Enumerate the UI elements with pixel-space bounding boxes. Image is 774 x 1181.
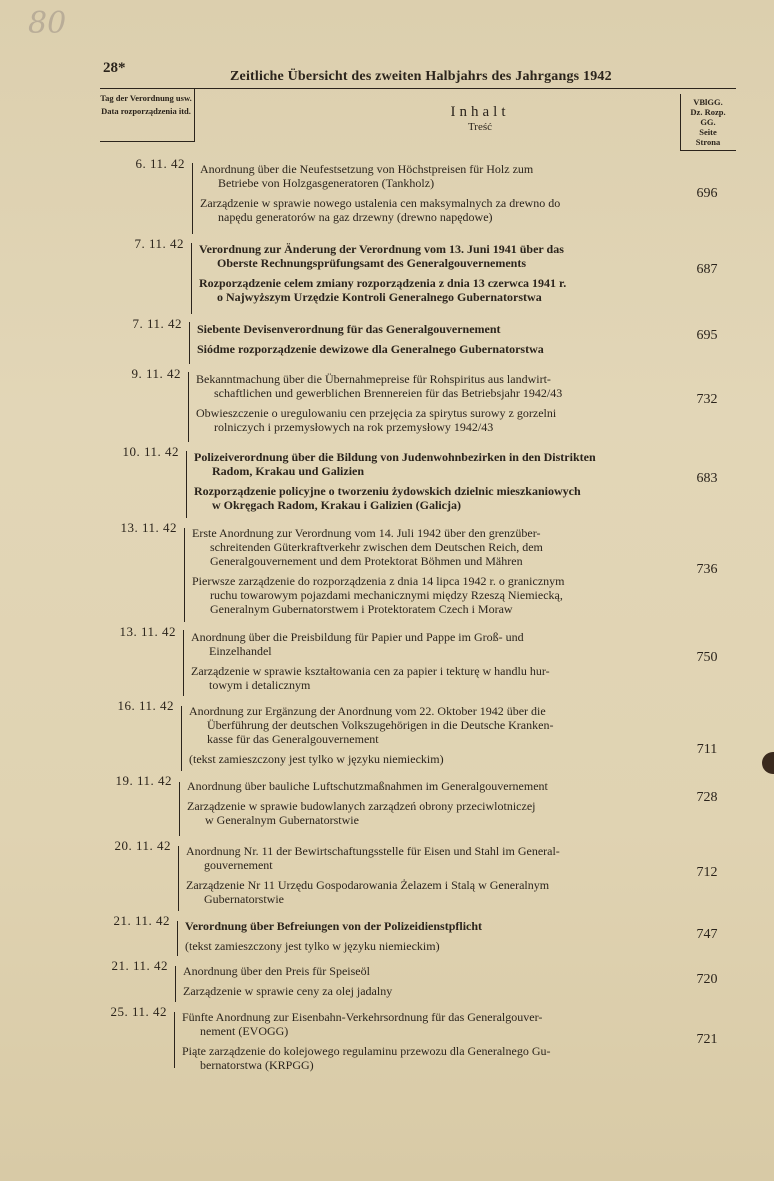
entry-page-number: 750 bbox=[696, 650, 718, 665]
entry-text-de: Radom, Krakau und Galizien bbox=[212, 464, 365, 478]
entry-text-pl: Zarządzenie w sprawie budowlanych zarządzeń obrony przeciwlotniczej bbox=[187, 799, 536, 813]
entry-text-pl: Zarządzenie w sprawie ceny za olej jadalny bbox=[183, 984, 393, 998]
entry-divider bbox=[186, 451, 187, 518]
entry-date: 7. 11. 42 bbox=[134, 236, 184, 251]
header-date-pl: Data rozporządzenia itd. bbox=[101, 106, 191, 116]
entry-divider bbox=[191, 243, 192, 314]
entry-text-de: nement (EVOGG) bbox=[200, 1024, 289, 1038]
entry-text-de: Siebente Devisenverordnung für das Generalgouvernement bbox=[197, 322, 501, 336]
entry-page-number: 747 bbox=[696, 927, 718, 942]
entry-text-pl: Siódme rozporządzenie dewizowe dla Generalnego Gubernatorstwa bbox=[197, 342, 544, 356]
entry-text-pl: Pierwsze zarządzenie do rozporządzenia z dnia 14 lipca 1942 r. o granicznym bbox=[192, 574, 565, 588]
entry-text-pl: rolniczych i przemysłowych na rok przemysłowy 1942/43 bbox=[214, 420, 494, 434]
entry-date: 9. 11. 42 bbox=[131, 366, 181, 381]
entry-date: 7. 11. 42 bbox=[132, 316, 182, 331]
entry-text-pl: Obwieszczenie o uregulowaniu cen przejęcia za spirytus surowy z gorzelni bbox=[196, 406, 557, 420]
entry-date: 21. 11. 42 bbox=[113, 913, 170, 928]
entry-text-de: Anordnung über die Preisbildung für Papier und Pappe im Groß- und bbox=[191, 630, 524, 644]
entry-page-number: 736 bbox=[696, 562, 718, 577]
entry-text-pl: towym i detalicznym bbox=[209, 678, 311, 692]
entry-date: 19. 11. 42 bbox=[115, 773, 172, 788]
entry-divider bbox=[188, 372, 189, 442]
header-page-4: Seite bbox=[699, 127, 717, 137]
header-page-3: GG. bbox=[700, 117, 716, 127]
entry-text-pl: (tekst zamieszczony jest tylko w języku niemieckim) bbox=[189, 752, 444, 766]
entry-page-number: 732 bbox=[696, 392, 718, 407]
header-divider-right bbox=[680, 94, 681, 150]
entry-divider bbox=[181, 706, 182, 771]
entry-page-number: 712 bbox=[696, 865, 718, 880]
entry-divider bbox=[178, 846, 179, 911]
entry-date: 6. 11. 42 bbox=[135, 156, 185, 171]
entry-text-de: schaftlichen und gewerblichen Brennereien für das Betriebsjahr 1942/43 bbox=[214, 386, 563, 400]
header-content-column bbox=[380, 104, 580, 133]
entry-text-de: Verordnung zur Änderung der Verordnung vom 13. Juni 1941 über das bbox=[199, 242, 564, 256]
entry-date: 13. 11. 42 bbox=[119, 624, 176, 639]
entry-date: 20. 11. 42 bbox=[114, 838, 171, 853]
page-edge-stain bbox=[762, 752, 774, 774]
entry-text-de: schreitenden Güterkraftverkehr zwischen dem Deutschen Reich, dem bbox=[210, 540, 543, 554]
entry-text-de: Betriebe von Holzgasgeneratoren (Tankholz) bbox=[218, 176, 435, 190]
entry-divider bbox=[174, 1012, 175, 1068]
header-divider-left bbox=[194, 88, 195, 142]
entry-page-number: 711 bbox=[696, 742, 718, 757]
entry-text-de: Anordnung zur Ergänzung der Anordnung vom 22. Oktober 1942 über die bbox=[189, 704, 546, 718]
entry-text-de: Anordnung über bauliche Luftschutzmaßnahmen im Generalgouvernement bbox=[187, 779, 548, 793]
entry-text-de: Anordnung über die Neufestsetzung von Höchstpreisen für Holz zum bbox=[200, 162, 534, 176]
pencil-note: 80 bbox=[28, 6, 67, 41]
entry-text-pl: Gubernatorstwie bbox=[204, 892, 284, 906]
entry-text-pl: bernatorstwa (KRPGG) bbox=[200, 1058, 314, 1072]
header-page-5: Strona bbox=[695, 137, 721, 147]
entry-divider bbox=[177, 921, 178, 956]
header-bottom-rule-left bbox=[100, 141, 195, 142]
entry-date: 10. 11. 42 bbox=[122, 444, 179, 459]
top-rule bbox=[100, 88, 736, 89]
entry-text-de: Überführung der deutschen Volkszugehörigen in die Deutsche Kranken- bbox=[207, 718, 554, 732]
entry-text-pl: o Najwyższym Urzędzie Kontroli Generalnego Gubernatorstwa bbox=[217, 290, 542, 304]
entry-text-pl: ruchu towarowym pojazdami mechanicznymi między Rzeszą Niemiecką, bbox=[210, 588, 563, 602]
entry-text-de: Bekanntmachung über die Übernahmepreise für Rohspiritus aus landwirt- bbox=[196, 372, 551, 386]
entry-divider bbox=[179, 782, 180, 836]
entry-text-pl: napędu generatorów na gaz drzewny (drewno napędowe) bbox=[218, 210, 493, 224]
entry-text-de: gouvernement bbox=[204, 858, 273, 872]
header-page-1: VBlGG. bbox=[693, 97, 723, 107]
entry-divider bbox=[183, 630, 184, 696]
entry-date: 13. 11. 42 bbox=[120, 520, 177, 535]
entry-text-de: Generalgouvernement und dem Protektorat Böhmen und Mähren bbox=[210, 554, 523, 568]
entry-page-number: 683 bbox=[696, 471, 718, 486]
entry-text-de: Polizeiverordnung über die Bildung von Judenwohnbezirken in den Distrikten bbox=[194, 450, 596, 464]
entry-text-de: kasse für das Generalgouvernement bbox=[207, 732, 379, 746]
page-number: 28* bbox=[103, 60, 126, 76]
entry-date: 21. 11. 42 bbox=[111, 958, 168, 973]
entry-text-de: Fünfte Anordnung zur Eisenbahn-Verkehrsordnung für das Generalgouver- bbox=[182, 1010, 543, 1024]
entry-text-pl: w Generalnym Gubernatorstwie bbox=[205, 813, 359, 827]
entry-date: 16. 11. 42 bbox=[117, 698, 174, 713]
entry-text-pl: Zarządzenie Nr 11 Urzędu Gospodarowania Żelazem i Stalą w Generalnym bbox=[186, 878, 550, 892]
entry-page-number: 696 bbox=[696, 186, 718, 201]
entry-text-pl: (tekst zamieszczony jest tylko w języku niemieckim) bbox=[185, 939, 440, 953]
entry-text-pl: Zarządzenie w sprawie nowego ustalenia cen maksymalnych za drewno do bbox=[200, 196, 561, 210]
entry-date: 25. 11. 42 bbox=[110, 1004, 167, 1019]
entry-text-pl: Rozporządzenie celem zmiany rozporządzenia z dnia 13 czerwca 1941 r. bbox=[199, 276, 567, 290]
entry-text-de: Einzelhandel bbox=[209, 644, 272, 658]
entry-text-pl: Generalnym Gubernatorstwem i Protektoratem Czech i Moraw bbox=[210, 602, 513, 616]
entry-text-de: Anordnung Nr. 11 der Bewirtschaftungsstelle für Eisen und Stahl im General- bbox=[186, 844, 560, 858]
page-title: Zeitliche Übersicht des zweiten Halbjahrs des Jahrgangs 1942 bbox=[230, 69, 612, 84]
entry-text-pl: Piąte zarządzenie do kolejowego regulaminu przewozu dla Generalnego Gu- bbox=[182, 1044, 551, 1058]
header-date-de: Tag der Verordnung usw. bbox=[100, 93, 192, 103]
header-content-de: Inhalt bbox=[450, 104, 510, 120]
entry-text-de: Anordnung über den Preis für Speiseöl bbox=[183, 964, 370, 978]
entry-text-pl: Rozporządzenie policyjne o tworzeniu żydowskich dzielnic mieszkaniowych bbox=[194, 484, 581, 498]
entry-text-pl: Zarządzenie w sprawie kształtowania cen za papier i tekturę w handlu hur- bbox=[191, 664, 550, 678]
header-date-column bbox=[100, 93, 192, 116]
entry-divider bbox=[175, 966, 176, 1002]
header-page-column bbox=[680, 97, 736, 147]
entry-page-number: 695 bbox=[696, 328, 718, 343]
entry-page-number: 721 bbox=[696, 1032, 718, 1047]
entry-page-number: 687 bbox=[696, 262, 718, 277]
entry-text-pl: w Okręgach Radom, Krakau i Galizien (Galicja) bbox=[212, 498, 461, 512]
entry-divider bbox=[189, 322, 190, 364]
entry-page-number: 728 bbox=[696, 790, 718, 805]
entry-text-de: Erste Anordnung zur Verordnung vom 14. Juli 1942 über den grenzüber- bbox=[192, 526, 541, 540]
entry-divider bbox=[184, 528, 185, 622]
entry-page-number: 720 bbox=[696, 972, 718, 987]
header-bottom-rule-right bbox=[680, 150, 736, 151]
entry-text-de: Oberste Rechnungsprüfungsamt des Generalgouvernements bbox=[217, 256, 526, 270]
entry-text-de: Verordnung über Befreiungen von der Polizeidienstpflicht bbox=[185, 919, 483, 933]
entry-divider bbox=[192, 163, 193, 234]
header-page-2: Dz. Rozp. bbox=[690, 107, 726, 117]
header-content-pl: Treść bbox=[467, 121, 493, 133]
